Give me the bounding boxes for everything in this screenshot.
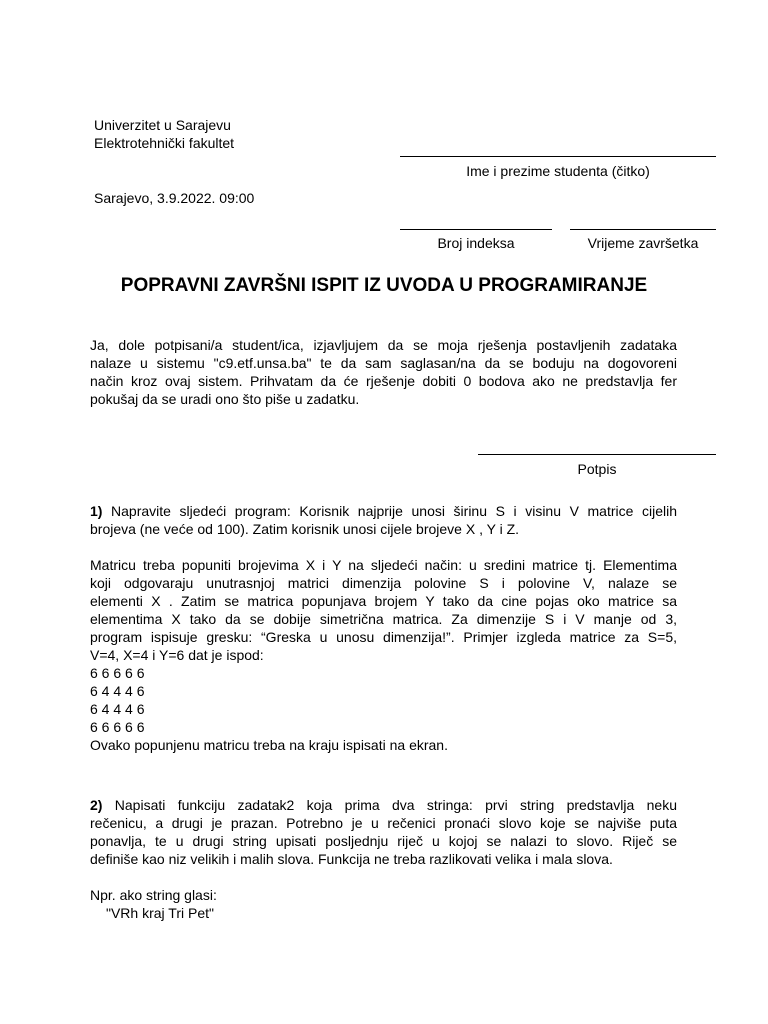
index-label: Broj indeksa bbox=[437, 235, 515, 251]
matrix-row: 6 6 6 6 6 bbox=[90, 665, 145, 681]
declaration-line: način kroz ovaj sistem. Prihvatam da će rješenje dobiti 0 bodova ako ne predstavlja fer bbox=[90, 373, 677, 389]
task2-example-intro: Npr. ako string glasi: bbox=[90, 887, 217, 903]
signature-line bbox=[478, 454, 716, 455]
task1-body-line: elementi X . Zatim se matrica popunjava brojem Y tako da cine pojas oko matrice sa bbox=[90, 593, 677, 609]
matrix-row: 6 4 4 4 6 bbox=[90, 683, 145, 699]
university-name: Univerzitet u Sarajevu bbox=[94, 117, 231, 133]
end-time-label: Vrijeme završetka bbox=[587, 235, 699, 251]
declaration-line: nalaze u sistemu "c9.etf.unsa.ba" te da sam saglasan/na da se boduju na dogovoreni bbox=[90, 355, 677, 371]
task1-body-line: V=4, X=4 i Y=6 dat je ispod: bbox=[90, 647, 264, 663]
task1-intro-text: Napravite sljedeći program: Korisnik najprije unosi širinu S i visinu V matrice cijelih bbox=[102, 503, 677, 519]
matrix-row: 6 6 6 6 6 bbox=[90, 719, 145, 735]
task2-body bbox=[90, 796, 677, 868]
task1-intro bbox=[90, 502, 677, 538]
exam-title: POPRAVNI ZAVRŠNI ISPIT IZ UVODA U PROGRAMIRANJE bbox=[120, 275, 648, 296]
task2-example-string: "VRh kraj Tri Pet" bbox=[106, 905, 214, 921]
faculty-name: Elektrotehnički fakultet bbox=[94, 135, 235, 151]
declaration-line: Ja, dole potpisani/a student/ica, izjavljujem da se moja rješenja postavljenih zadataka bbox=[90, 337, 677, 353]
task1-body bbox=[90, 556, 677, 754]
task1-body-line: elementima X tako da se dobije simetrična matrica. Za dimenzije S i V manje od 3, bbox=[90, 611, 677, 627]
student-name-line bbox=[400, 156, 716, 157]
task2-body-line: rečenicu, a drugi je prazan. Potrebno je u rečenici pronaći slovo koje se najviše puta bbox=[90, 815, 677, 831]
task1-number: 1) bbox=[90, 503, 103, 519]
signature-label: Potpis bbox=[577, 461, 617, 477]
task1-body-line: Matricu treba popuniti brojevima X i Y na sljedeći način: u sredini matrice tj. Elementima bbox=[90, 557, 677, 573]
task1-body-line: program ispisuje gresku: “Greska u unosu dimenzija!”. Primjer izgleda matrice za S=5, bbox=[90, 629, 677, 645]
student-name-label: Ime i prezime studenta (čitko) bbox=[466, 163, 650, 179]
task2-body-text: Napisati funkciju zadatak2 koja prima dva stringa: prvi string predstavlja neku bbox=[102, 797, 677, 813]
task2-body-line: ponavlja, te u drugi string upisati posljednju riječ u kojoj se nalazi to slovo. Riječ se bbox=[90, 833, 677, 849]
task2-body-line: definiše kao niz velikih i malih slova. Funkcija ne treba razlikovati velika i mala slova. bbox=[90, 851, 613, 867]
exam-date: Sarajevo, 3.9.2022. 09:00 bbox=[94, 190, 255, 206]
end-time-line bbox=[570, 229, 716, 230]
task1-intro-line bbox=[90, 502, 677, 520]
index-line bbox=[400, 229, 552, 230]
matrix-row: 6 4 4 4 6 bbox=[90, 701, 145, 717]
task2-body-line bbox=[90, 796, 677, 814]
task1-closing: Ovako popunjenu matricu treba na kraju ispisati na ekran. bbox=[90, 737, 448, 753]
declaration-paragraph bbox=[90, 336, 677, 408]
task1-intro-line: brojeva (ne veće od 100). Zatim korisnik unosi cijele brojeve X , Y i Z. bbox=[90, 521, 520, 537]
task2-number: 2) bbox=[90, 797, 103, 813]
task1-body-line: koji odgovaraju unutrasnjoj matrici dimenzija polovine S i polovine V, nalaze se bbox=[90, 575, 677, 591]
declaration-line: pokušaj da se uradi ono što piše u zadatku. bbox=[90, 391, 360, 407]
